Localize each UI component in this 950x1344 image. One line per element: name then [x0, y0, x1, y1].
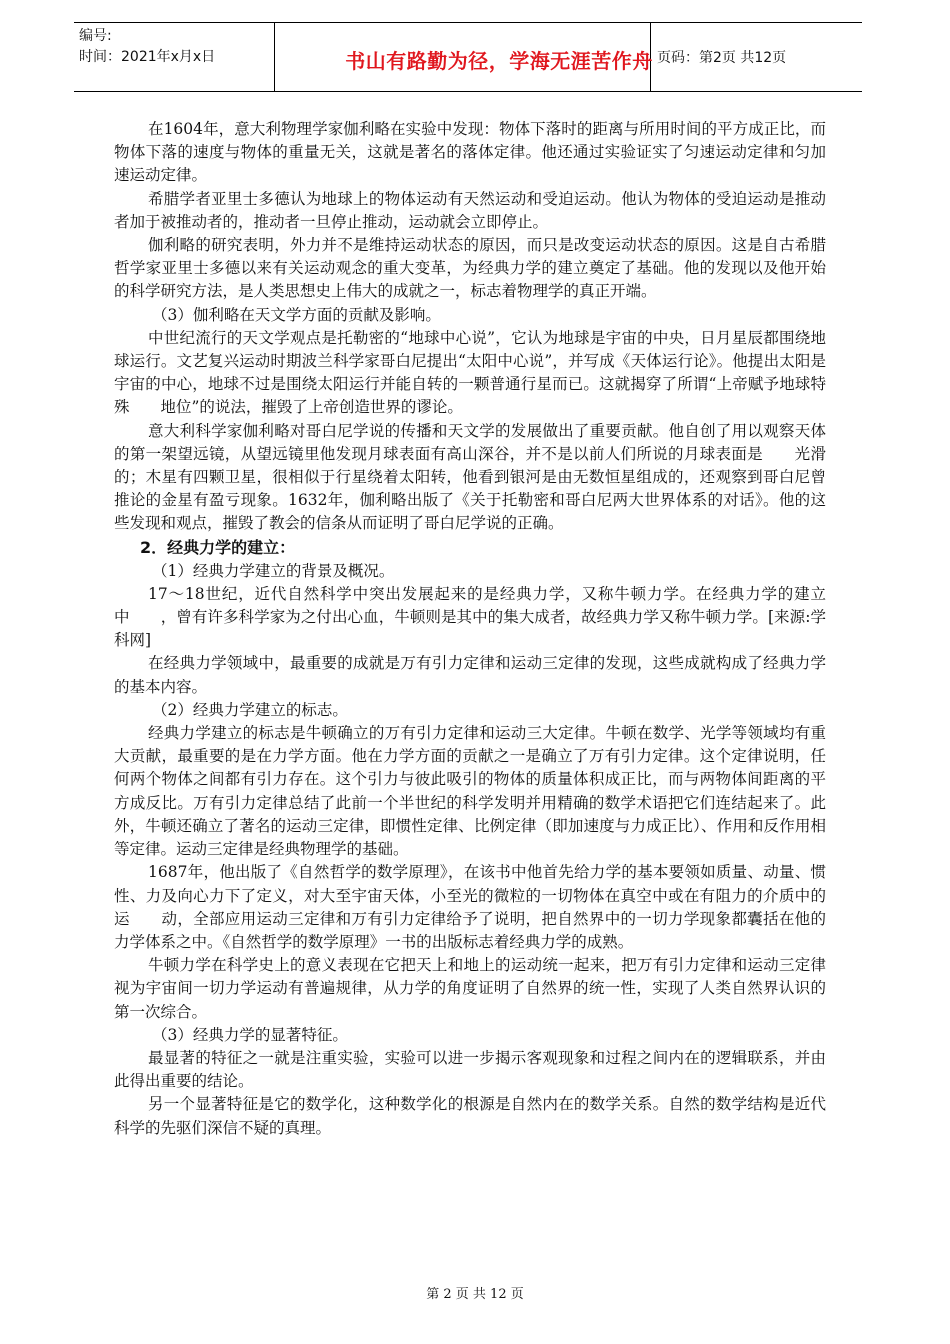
header-motto: 书山有路勤为径，学海无涯苦作舟 [345, 49, 653, 73]
paragraph: 另一个显著特征是它的数学化，这种数学化的根源是自然内在的数学关系。自然的数学结构是近代科学的先驱们深信不疑的真理。 [114, 1095, 826, 1137]
page-footer: 第 2 页 共 12 页 [426, 1287, 524, 1302]
document-body [114, 118, 826, 1140]
paragraph: 中世纪流行的天文学观点是托勒密的“地球中心说”，它认为地球是宇宙的中央，日月星辰都围绕地球运行。文艺复兴运动时期波兰科学家哥白尼提出“太阳中心说”，并写成《天体运行论》。他提出太阳是宇宙的中心，地球不过是围绕太阳运行并能自转的一颗普通行星而已。这就揭穿了所谓“上帝赋予地球特殊 地位”的说法，摧毁了上帝创造世界的谬论。 [114, 328, 826, 417]
paragraph: 在1604年，意大利物理学家伽利略在实验中发现：物体下落时的距离与所用时间的平方成正比，而物体下落的速度与物体的重量无关，这就是著名的落体定律。他还通过实验证实了匀速运动定律和匀加速运动定律。 [114, 120, 826, 185]
subsection-heading: （2）经典力学建立的标志。 [152, 700, 348, 719]
page-header [74, 22, 862, 92]
header-meta [79, 26, 215, 68]
time-label: 时间：2021年x月x日 [79, 49, 216, 65]
subsection-heading: （3）伽利略在天文学方面的贡献及影响。 [152, 305, 441, 324]
number-label: 编号: [79, 28, 112, 44]
header-page-label: 页码：第2页 共12页 [657, 50, 787, 66]
paragraph: 最显著的特征之一就是注重实验，实验可以进一步揭示客观现象和过程之间内在的逻辑联系，并由此得出重要的结论。 [114, 1048, 826, 1091]
paragraph: 1687年，他出版了《自然哲学的数学原理》，在该书中他首先给力学的基本要领如质量、动量、惯性、力及向心力下了定义，对大至宇宙天体，小至光的微粒的一切物体在真空中或在有阻力的介质中的运 动，全部应用运动三定律和万有引力定律给予了说明，把自然界中的一切力学现象都囊括在他的力学体系之中。《自然哲学的数学原理》一书的出版标志着经典力学的成熟。 [114, 863, 826, 951]
paragraph: 伽利略的研究表明，外力并不是维持运动状态的原因，而只是改变运动状态的原因。这是自古希腊哲学家亚里士多德以来有关运动观念的重大变革，为经典力学的建立奠定了基础。他的发现以及他开始的科学研究方法，是人类思想史上伟大的成就之一，标志着物理学的真正开端。 [114, 236, 826, 301]
paragraph: 牛顿力学在科学史上的意义表现在它把天上和地上的运动统一起来，把万有引力定律和运动三定律视为宇宙间一切力学运动有普遍规律，从力学的角度证明了自然界的统一性，实现了人类自然界认识的第一次综合。 [114, 956, 826, 1021]
paragraph: 经典力学建立的标志是牛顿确立的万有引力定律和运动三大定律。牛顿在数学、光学等领域均有重大贡献，最重要的是在力学方面。他在力学方面的贡献之一是确立了万有引力定律。这个定律说明，任何两个物体之间都有引力存在。这个引力与彼此吸引的物体的质量体积成正比，而与两物体间距离的平方成反比。万有引力定律总结了此前一个半世纪的科学发明并用精确的数学术语把它们连结起来了。此外，牛顿还确立了著名的运动三定律，即惯性定律、比例定律（即加速度与力成正比）、作用和反作用相等定律。运动三定律是经典物理学的基础。 [114, 724, 826, 859]
paragraph: 意大利科学家伽利略对哥白尼学说的传播和天文学的发展做出了重要贡献。他自创了用以观察天体的第一架望远镜，从望远镜里他发现月球表面有高山深谷，并不是以前人们所说的月球表面是 光滑的；木星有四颗卫星，很相似于行星绕着太阳转，他看到银河是由无数恒星组成的，还观察到哥白尼曾推论的金星有盈亏现象。1632年，伽利略出版了《关于托勒密和哥白尼两大世界体系的对话》。他的这些发现和观点，摧毁了教会的信条从而证明了哥白尼学说的正确。 [114, 421, 826, 533]
subsection-heading: （1）经典力学建立的背景及概况。 [152, 561, 395, 580]
paragraph: 在经典力学领域中，最重要的成就是万有引力定律和运动三定律的发现，这些成就构成了经典力学的基本内容。 [114, 654, 826, 696]
paragraph: 希腊学者亚里士多德认为地球上的物体运动有天然运动和受迫运动。他认为物体的受迫运动是推动者加于被推动者的，推动者一旦停止推动，运动就会立即停止。 [114, 189, 826, 231]
section-heading: 2．经典力学的建立： [140, 537, 296, 557]
paragraph: 17～18世纪，近代自然科学中突出发展起来的是经典力学，又称牛顿力学。在经典力学的建立中 ，曾有许多科学家为之付出心血，牛顿则是其中的集大成者，故经典力学又称牛顿力学。[来源:学科网] [114, 584, 826, 650]
subsection-heading: （3）经典力学的显著特征。 [152, 1025, 348, 1044]
